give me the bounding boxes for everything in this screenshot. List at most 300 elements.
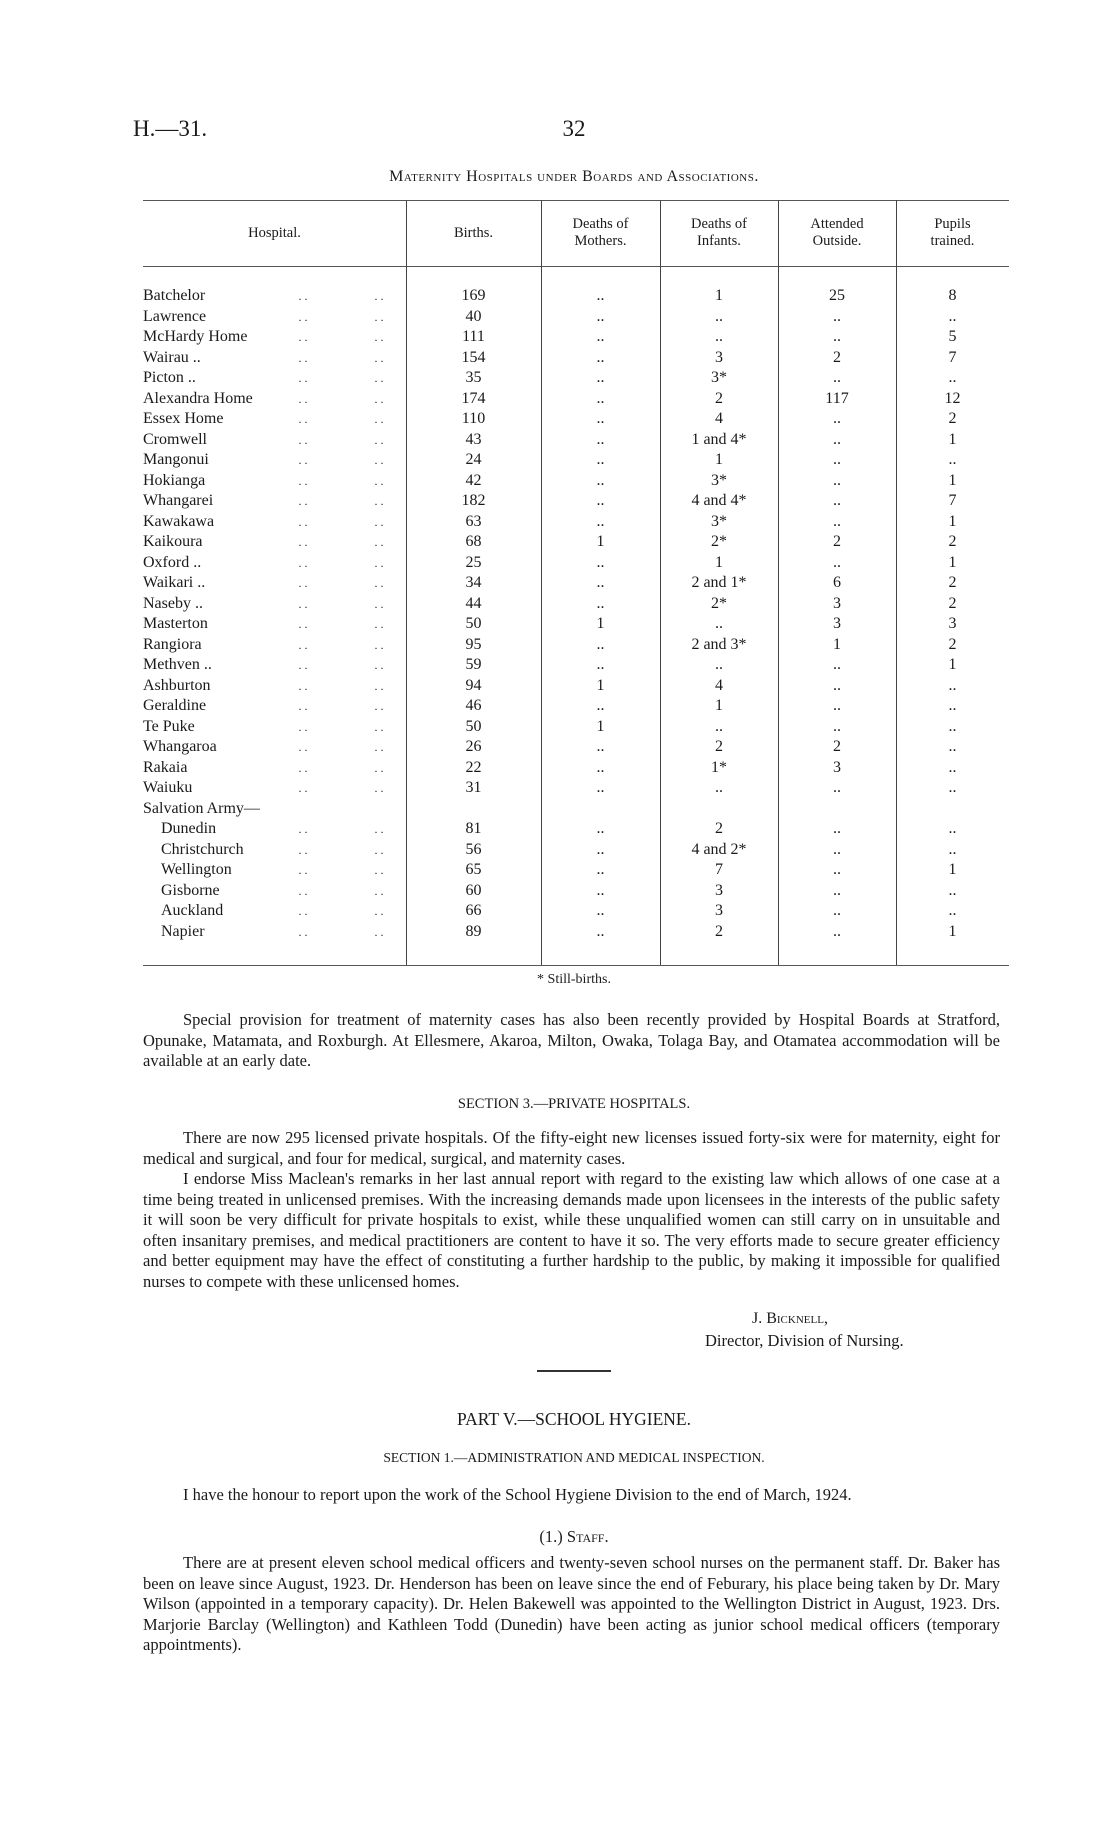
attended-outside-cell: ..	[833, 430, 841, 448]
deaths-infants-cell: 1	[715, 287, 723, 304]
leader-dots: . .	[298, 924, 308, 939]
attended-outside-cell: ..	[833, 697, 841, 714]
leader-dots: . .	[374, 781, 384, 795]
deaths-infants-cell: 4	[715, 676, 723, 694]
leader-dots: . .	[298, 863, 308, 877]
deaths-mothers-cell: ..	[596, 471, 605, 489]
deaths-mothers-cell: ..	[596, 287, 605, 304]
leader-dots: . .	[298, 842, 308, 857]
leader-dots: . .	[374, 330, 384, 344]
table-row	[143, 573, 1009, 594]
hospital-name: Gisborne	[161, 881, 220, 899]
hospital-name: Kaikoura	[143, 533, 203, 550]
leader-dots: . .	[374, 904, 384, 918]
deaths-mothers-cell: ..	[596, 553, 605, 571]
pupils-trained-cell: ..	[948, 369, 957, 386]
pupils-trained-cell: 7	[948, 348, 957, 366]
attended-outside-cell: 3	[833, 615, 841, 632]
signature-name: J. Bicknell,	[752, 1310, 828, 1327]
paragraph-private-hospitals-count: There are now 295 licensed private hospitals. Of the fifty-eight new licenses issued forty-six were for maternity, eight for medical and surgical, and four for medical, surgical, and maternity cases.	[143, 1128, 1000, 1168]
leader-dots: . .	[374, 658, 384, 672]
leader-dots: . .	[298, 617, 308, 631]
deaths-mothers-cell: ..	[596, 369, 605, 386]
births-cell: 111	[462, 328, 485, 345]
attended-outside-cell: ..	[833, 922, 841, 940]
hospital-name: Wellington	[161, 861, 232, 878]
table-row	[143, 778, 1009, 799]
births-cell: 40	[465, 307, 482, 325]
table-row	[143, 860, 1009, 881]
attended-outside-cell: 25	[829, 287, 845, 304]
deaths-infants-cell: 2	[715, 738, 723, 755]
pupils-trained-cell: 1	[948, 512, 957, 530]
leader-dots: . .	[374, 699, 384, 713]
pupils-trained-cell: 1	[948, 861, 957, 878]
pupils-trained-cell: 5	[948, 328, 957, 345]
hospital-name: Auckland	[161, 902, 224, 919]
table-row	[143, 840, 1009, 861]
leader-dots: . .	[374, 535, 384, 549]
table-row	[143, 696, 1009, 717]
hospital-name: Picton ..	[143, 369, 196, 386]
hospital-name: Whangarei	[143, 492, 214, 509]
pupils-trained-cell: ..	[948, 451, 957, 468]
hospital-name: Batchelor	[143, 287, 206, 304]
leader-dots: . .	[374, 678, 384, 693]
deaths-infants-cell: 1	[715, 553, 723, 571]
deaths-mothers-cell: ..	[596, 779, 605, 796]
leader-dots: . .	[374, 863, 384, 877]
leader-dots: . .	[374, 391, 384, 406]
leader-dots: . .	[298, 699, 308, 713]
leader-dots: . .	[298, 494, 308, 508]
table-row	[143, 922, 1009, 943]
pupils-trained-cell: 1	[948, 922, 957, 940]
deaths-infants-cell: ..	[715, 717, 723, 735]
hospital-name: Wairau ..	[143, 348, 201, 366]
deaths-infants-cell: ..	[715, 656, 723, 673]
deaths-infants-cell: 2	[715, 389, 723, 407]
leader-dots: . .	[374, 289, 384, 303]
deaths-infants-cell: 2*	[711, 594, 727, 612]
leader-dots: . .	[298, 453, 308, 467]
leader-dots: . .	[298, 883, 308, 898]
leader-dots: . .	[374, 514, 384, 529]
births-cell: 50	[465, 615, 482, 632]
table-row	[143, 450, 1009, 471]
deaths-infants-cell: 2 and 3*	[691, 635, 747, 653]
hospital-name: Rakaia	[143, 758, 188, 776]
table-footnote: * Still-births.	[537, 972, 611, 987]
attended-outside-cell: 2	[833, 738, 841, 755]
leader-dots: . .	[298, 781, 308, 795]
births-cell: 63	[465, 512, 482, 530]
attended-outside-cell: ..	[833, 410, 841, 427]
deaths-infants-cell: 3*	[711, 471, 727, 489]
table-row	[143, 635, 1009, 656]
deaths-infants-cell: 3*	[711, 369, 727, 386]
leader-dots: . .	[298, 596, 308, 611]
deaths-mothers-cell: ..	[596, 697, 605, 714]
hospital-name: Essex Home	[143, 410, 224, 427]
leader-dots: . .	[298, 309, 308, 324]
deaths-mothers-cell: ..	[596, 451, 605, 468]
table-row	[143, 307, 1009, 328]
pupils-trained-cell: ..	[948, 840, 957, 858]
births-cell: 50	[465, 717, 482, 735]
pupils-trained-cell: ..	[948, 881, 957, 899]
attended-outside-cell: 1	[833, 635, 841, 653]
table-row	[143, 409, 1009, 430]
hospital-name: Kawakawa	[143, 512, 215, 530]
attended-outside-cell: ..	[833, 861, 841, 878]
deaths-mothers-cell: ..	[596, 594, 605, 612]
leader-dots: . .	[374, 596, 384, 611]
deaths-infants-cell: 4	[715, 410, 723, 427]
pupils-trained-cell: 7	[948, 492, 957, 509]
paragraph-special-provision: Special provision for treatment of maternity cases has also been recently provided by Hospital Boards at Stratford, Opunake, Matamata, and Roxburgh. At Ellesmere, Akaroa, Milton, Owaka, Tolaga Bay, and Otamatea accommodation will be available at an early date.	[143, 1010, 1000, 1071]
leader-dots: . .	[374, 719, 384, 734]
leader-dots: . .	[374, 637, 384, 652]
deaths-infants-cell: ..	[715, 615, 723, 632]
hospital-name: Napier	[161, 922, 205, 940]
births-cell: 174	[461, 389, 486, 407]
pupils-trained-cell: ..	[948, 902, 957, 919]
deaths-mothers-cell: ..	[596, 758, 605, 776]
deaths-mothers-cell: ..	[596, 820, 605, 837]
table-row	[143, 594, 1009, 615]
table-row	[143, 614, 1009, 635]
hospital-name: Salvation Army—	[143, 799, 260, 817]
hospital-name: Naseby ..	[143, 594, 203, 612]
deaths-infants-cell: 1	[715, 451, 723, 468]
leader-dots: . .	[374, 371, 384, 385]
table-row	[143, 532, 1009, 553]
births-cell: 110	[461, 410, 486, 427]
section-1-heading: SECTION 1.—ADMINISTRATION AND MEDICAL INSPECTION.	[383, 1450, 765, 1465]
deaths-infants-cell: 2	[715, 820, 723, 837]
deaths-infants-cell: ..	[715, 779, 723, 796]
attended-outside-cell: ..	[833, 902, 841, 919]
hospital-name: Christchurch	[161, 840, 244, 858]
hospital-name: Masterton	[143, 615, 208, 632]
pupils-trained-cell: 2	[948, 410, 957, 427]
deaths-infants-cell: ..	[715, 307, 723, 325]
deaths-mothers-cell: ..	[596, 328, 605, 345]
leader-dots: . .	[298, 740, 308, 754]
leader-dots: . .	[374, 309, 384, 324]
leader-dots: . .	[298, 391, 308, 406]
hospital-name: Te Puke	[143, 717, 195, 735]
column-header-attended-outside: Attended Outside.	[810, 216, 864, 249]
births-cell: 81	[465, 820, 482, 837]
pupils-trained-cell: 3	[948, 615, 957, 632]
births-cell: 25	[465, 553, 482, 571]
staff-heading: (1.) Staff.	[539, 1527, 609, 1546]
attended-outside-cell: 3	[833, 594, 841, 612]
births-cell: 42	[465, 471, 482, 489]
attended-outside-cell: 2	[833, 533, 841, 550]
leader-dots: . .	[374, 924, 384, 939]
attended-outside-cell: 2	[833, 348, 841, 366]
pupils-trained-cell: 2	[948, 635, 957, 653]
births-cell: 44	[465, 594, 482, 612]
attended-outside-cell: ..	[833, 881, 841, 899]
column-header-pupils-trained: Pupils trained.	[930, 216, 975, 249]
leader-dots: . .	[298, 412, 308, 426]
hospital-name: Hokianga	[143, 471, 206, 489]
deaths-mothers-cell: 1	[596, 717, 605, 735]
hospital-name: Methven ..	[143, 656, 212, 673]
pupils-trained-cell: 1	[948, 430, 957, 448]
column-header-deaths-infants: Deaths of Infants.	[691, 216, 747, 249]
leader-dots: . .	[298, 576, 308, 590]
table-row	[143, 819, 1009, 840]
attended-outside-cell: 3	[833, 758, 841, 776]
leader-dots: . .	[298, 371, 308, 385]
hospital-name: Lawrence	[143, 307, 207, 325]
attended-outside-cell: ..	[833, 369, 841, 386]
leader-dots: . .	[374, 350, 384, 365]
deaths-infants-cell: 2*	[711, 533, 727, 550]
hospital-name: Waiuku	[143, 779, 193, 796]
deaths-mothers-cell: ..	[596, 492, 605, 509]
births-cell: 66	[465, 902, 482, 919]
table-row	[143, 389, 1009, 410]
attended-outside-cell: ..	[833, 779, 841, 796]
attended-outside-cell: ..	[833, 717, 841, 735]
births-cell: 65	[465, 861, 482, 878]
hospital-name: Whangaroa	[143, 738, 217, 755]
births-cell: 22	[465, 758, 482, 776]
births-cell: 182	[461, 492, 486, 509]
table-row	[143, 491, 1009, 512]
table-row	[143, 881, 1009, 902]
table-row	[143, 676, 1009, 697]
pupils-trained-cell: ..	[948, 779, 957, 796]
deaths-mothers-cell: 1	[596, 533, 605, 550]
attended-outside-cell: ..	[833, 656, 841, 673]
column-header-births: Births.	[453, 224, 494, 241]
deaths-mothers-cell: ..	[596, 348, 605, 366]
pupils-trained-cell: ..	[948, 717, 957, 735]
pupils-trained-cell: 1	[948, 471, 957, 489]
table-row	[143, 717, 1009, 738]
deaths-mothers-cell: ..	[596, 902, 605, 919]
leader-dots: . .	[298, 330, 308, 344]
deaths-infants-cell: 1*	[711, 758, 727, 776]
table-title: Maternity Hospitals under Boards and Associations.	[389, 168, 759, 185]
leader-dots: . .	[374, 740, 384, 754]
leader-dots: . .	[298, 719, 308, 734]
pupils-trained-cell: ..	[948, 676, 957, 694]
pupils-trained-cell: 8	[948, 287, 957, 304]
paragraph-staff: There are at present eleven school medical officers and twenty-seven school nurses on the permanent staff. Dr. Baker has been on leave since August, 1923. Dr. Henderson has been on leave since the end of Feburary, his place being taken by Dr. Mary Wilson (appointed in a temporary capacity). Dr. Helen Bakewell was appointed to the Wellington District in August, 1923. Drs. Marjorie Barclay (Wellington) and Kathleen Todd (Dunedin) have been acting as junior school medical officers (temporary appointments).	[143, 1553, 1000, 1655]
leader-dots: . .	[298, 473, 308, 488]
leader-dots: . .	[298, 678, 308, 693]
leader-dots: . .	[374, 576, 384, 590]
deaths-infants-cell: 2 and 1*	[691, 574, 747, 591]
attended-outside-cell: ..	[833, 553, 841, 571]
hospital-name: Dunedin	[161, 820, 217, 837]
pupils-trained-cell: 2	[948, 574, 957, 591]
pupils-trained-cell: 1	[948, 656, 957, 673]
births-cell: 94	[465, 676, 482, 694]
hospital-name: Oxford ..	[143, 553, 202, 571]
attended-outside-cell: ..	[833, 820, 841, 837]
deaths-infants-cell: 2	[715, 922, 723, 940]
page-number: 32	[562, 116, 586, 141]
leader-dots: . .	[374, 883, 384, 898]
attended-outside-cell: ..	[833, 512, 841, 530]
hospital-name: Alexandra Home	[143, 389, 253, 407]
births-cell: 95	[465, 635, 482, 653]
leader-dots: . .	[374, 453, 384, 467]
deaths-mothers-cell: ..	[596, 861, 605, 878]
pupils-trained-cell: ..	[948, 758, 957, 776]
table-row	[143, 368, 1009, 389]
attended-outside-cell: ..	[833, 471, 841, 489]
table-row	[143, 471, 1009, 492]
deaths-mothers-cell: ..	[596, 574, 605, 591]
hospital-name: Rangiora	[143, 635, 202, 653]
deaths-mothers-cell: ..	[596, 738, 605, 755]
deaths-infants-cell: 3	[715, 881, 723, 899]
births-cell: 46	[465, 697, 482, 714]
pupils-trained-cell: 2	[948, 594, 957, 612]
leader-dots: . .	[374, 412, 384, 426]
births-cell: 68	[465, 533, 482, 550]
column-header-deaths-mothers: Deaths of Mothers.	[572, 216, 629, 249]
table-row	[143, 348, 1009, 369]
leader-dots: . .	[298, 822, 308, 836]
deaths-mothers-cell: ..	[596, 881, 605, 899]
leader-dots: . .	[298, 658, 308, 672]
column-header-hospital: Hospital.	[248, 224, 301, 241]
table-row	[143, 327, 1009, 348]
deaths-infants-cell: 4 and 4*	[691, 492, 747, 509]
table-row	[143, 430, 1009, 451]
table-row	[143, 286, 1009, 307]
deaths-infants-cell: 3*	[711, 512, 727, 530]
attended-outside-cell: 117	[825, 389, 849, 407]
leader-dots: . .	[374, 432, 384, 447]
leader-dots: . .	[374, 494, 384, 508]
leader-dots: . .	[298, 637, 308, 652]
table-row	[143, 901, 1009, 922]
hospital-name: Geraldine	[143, 697, 207, 714]
births-cell: 154	[461, 348, 486, 366]
pupils-trained-cell: ..	[948, 697, 957, 714]
attended-outside-cell: ..	[833, 451, 841, 468]
births-cell: 26	[465, 738, 482, 755]
table-row	[143, 758, 1009, 779]
pupils-trained-cell: ..	[948, 738, 957, 755]
leader-dots: . .	[374, 822, 384, 836]
deaths-mothers-cell: 1	[596, 676, 605, 694]
births-cell: 35	[465, 369, 482, 386]
births-cell: 24	[465, 451, 482, 468]
pupils-trained-cell: 12	[944, 389, 961, 407]
deaths-mothers-cell: ..	[596, 389, 605, 407]
deaths-mothers-cell: ..	[596, 512, 605, 530]
leader-dots: . .	[298, 432, 308, 447]
attended-outside-cell: ..	[833, 840, 841, 858]
attended-outside-cell: ..	[833, 307, 841, 325]
leader-dots: . .	[374, 555, 384, 570]
births-cell: 89	[465, 922, 482, 940]
births-cell: 56	[465, 840, 482, 858]
pupils-trained-cell: 1	[948, 553, 957, 571]
part-5-heading: PART V.—SCHOOL HYGIENE.	[457, 1409, 691, 1429]
table-row	[143, 512, 1009, 533]
section-divider	[537, 1370, 611, 1372]
hospital-name: Waikari ..	[143, 574, 206, 591]
pupils-trained-cell: 2	[948, 533, 957, 550]
hospital-name: McHardy Home	[143, 328, 248, 345]
deaths-mothers-cell: ..	[596, 840, 605, 858]
births-cell: 59	[465, 656, 482, 673]
document-reference: H.—31.	[133, 116, 208, 141]
deaths-mothers-cell: ..	[596, 307, 605, 325]
leader-dots: . .	[298, 289, 308, 303]
leader-dots: . .	[298, 555, 308, 570]
pupils-trained-cell: ..	[948, 307, 957, 325]
deaths-infants-cell: 1	[715, 697, 723, 714]
table-row	[143, 553, 1009, 574]
deaths-mothers-cell: 1	[596, 615, 605, 632]
pupils-trained-cell: ..	[948, 820, 957, 837]
deaths-infants-cell: ..	[715, 328, 723, 345]
births-cell: 43	[465, 430, 482, 448]
signature-title: Director, Division of Nursing.	[705, 1331, 904, 1350]
hospital-name: Ashburton	[143, 676, 211, 694]
leader-dots: . .	[374, 760, 384, 775]
leader-dots: . .	[298, 514, 308, 529]
deaths-mothers-cell: ..	[596, 656, 605, 673]
births-cell: 31	[465, 779, 482, 796]
births-cell: 169	[461, 287, 486, 304]
hospital-name: Mangonui	[143, 451, 209, 468]
leader-dots: . .	[374, 842, 384, 857]
section-3-heading: SECTION 3.—PRIVATE HOSPITALS.	[457, 1096, 691, 1112]
attended-outside-cell: 6	[833, 574, 841, 591]
attended-outside-cell: ..	[833, 492, 841, 509]
deaths-mothers-cell: ..	[596, 635, 605, 653]
table-row	[143, 655, 1009, 676]
attended-outside-cell: ..	[833, 328, 841, 345]
leader-dots: . .	[298, 760, 308, 775]
deaths-infants-cell: 7	[715, 861, 723, 878]
births-cell: 60	[465, 881, 482, 899]
table-row	[143, 737, 1009, 758]
header-bottom-rule	[143, 266, 1009, 267]
paragraph-report-intro: I have the honour to report upon the work of the School Hygiene Division to the end of March, 1924.	[183, 1485, 852, 1504]
leader-dots: . .	[298, 350, 308, 365]
leader-dots: . .	[298, 535, 308, 549]
deaths-mothers-cell: ..	[596, 410, 605, 427]
deaths-mothers-cell: ..	[596, 430, 605, 448]
deaths-infants-cell: 3	[715, 348, 723, 366]
deaths-infants-cell: 1 and 4*	[691, 430, 747, 448]
table-bottom-rule	[143, 965, 1009, 966]
deaths-infants-cell: 4 and 2*	[691, 840, 747, 858]
deaths-infants-cell: 3	[715, 902, 723, 919]
attended-outside-cell: ..	[833, 676, 841, 694]
leader-dots: . .	[298, 904, 308, 918]
births-cell: 34	[465, 574, 482, 591]
table-row	[143, 799, 1009, 820]
